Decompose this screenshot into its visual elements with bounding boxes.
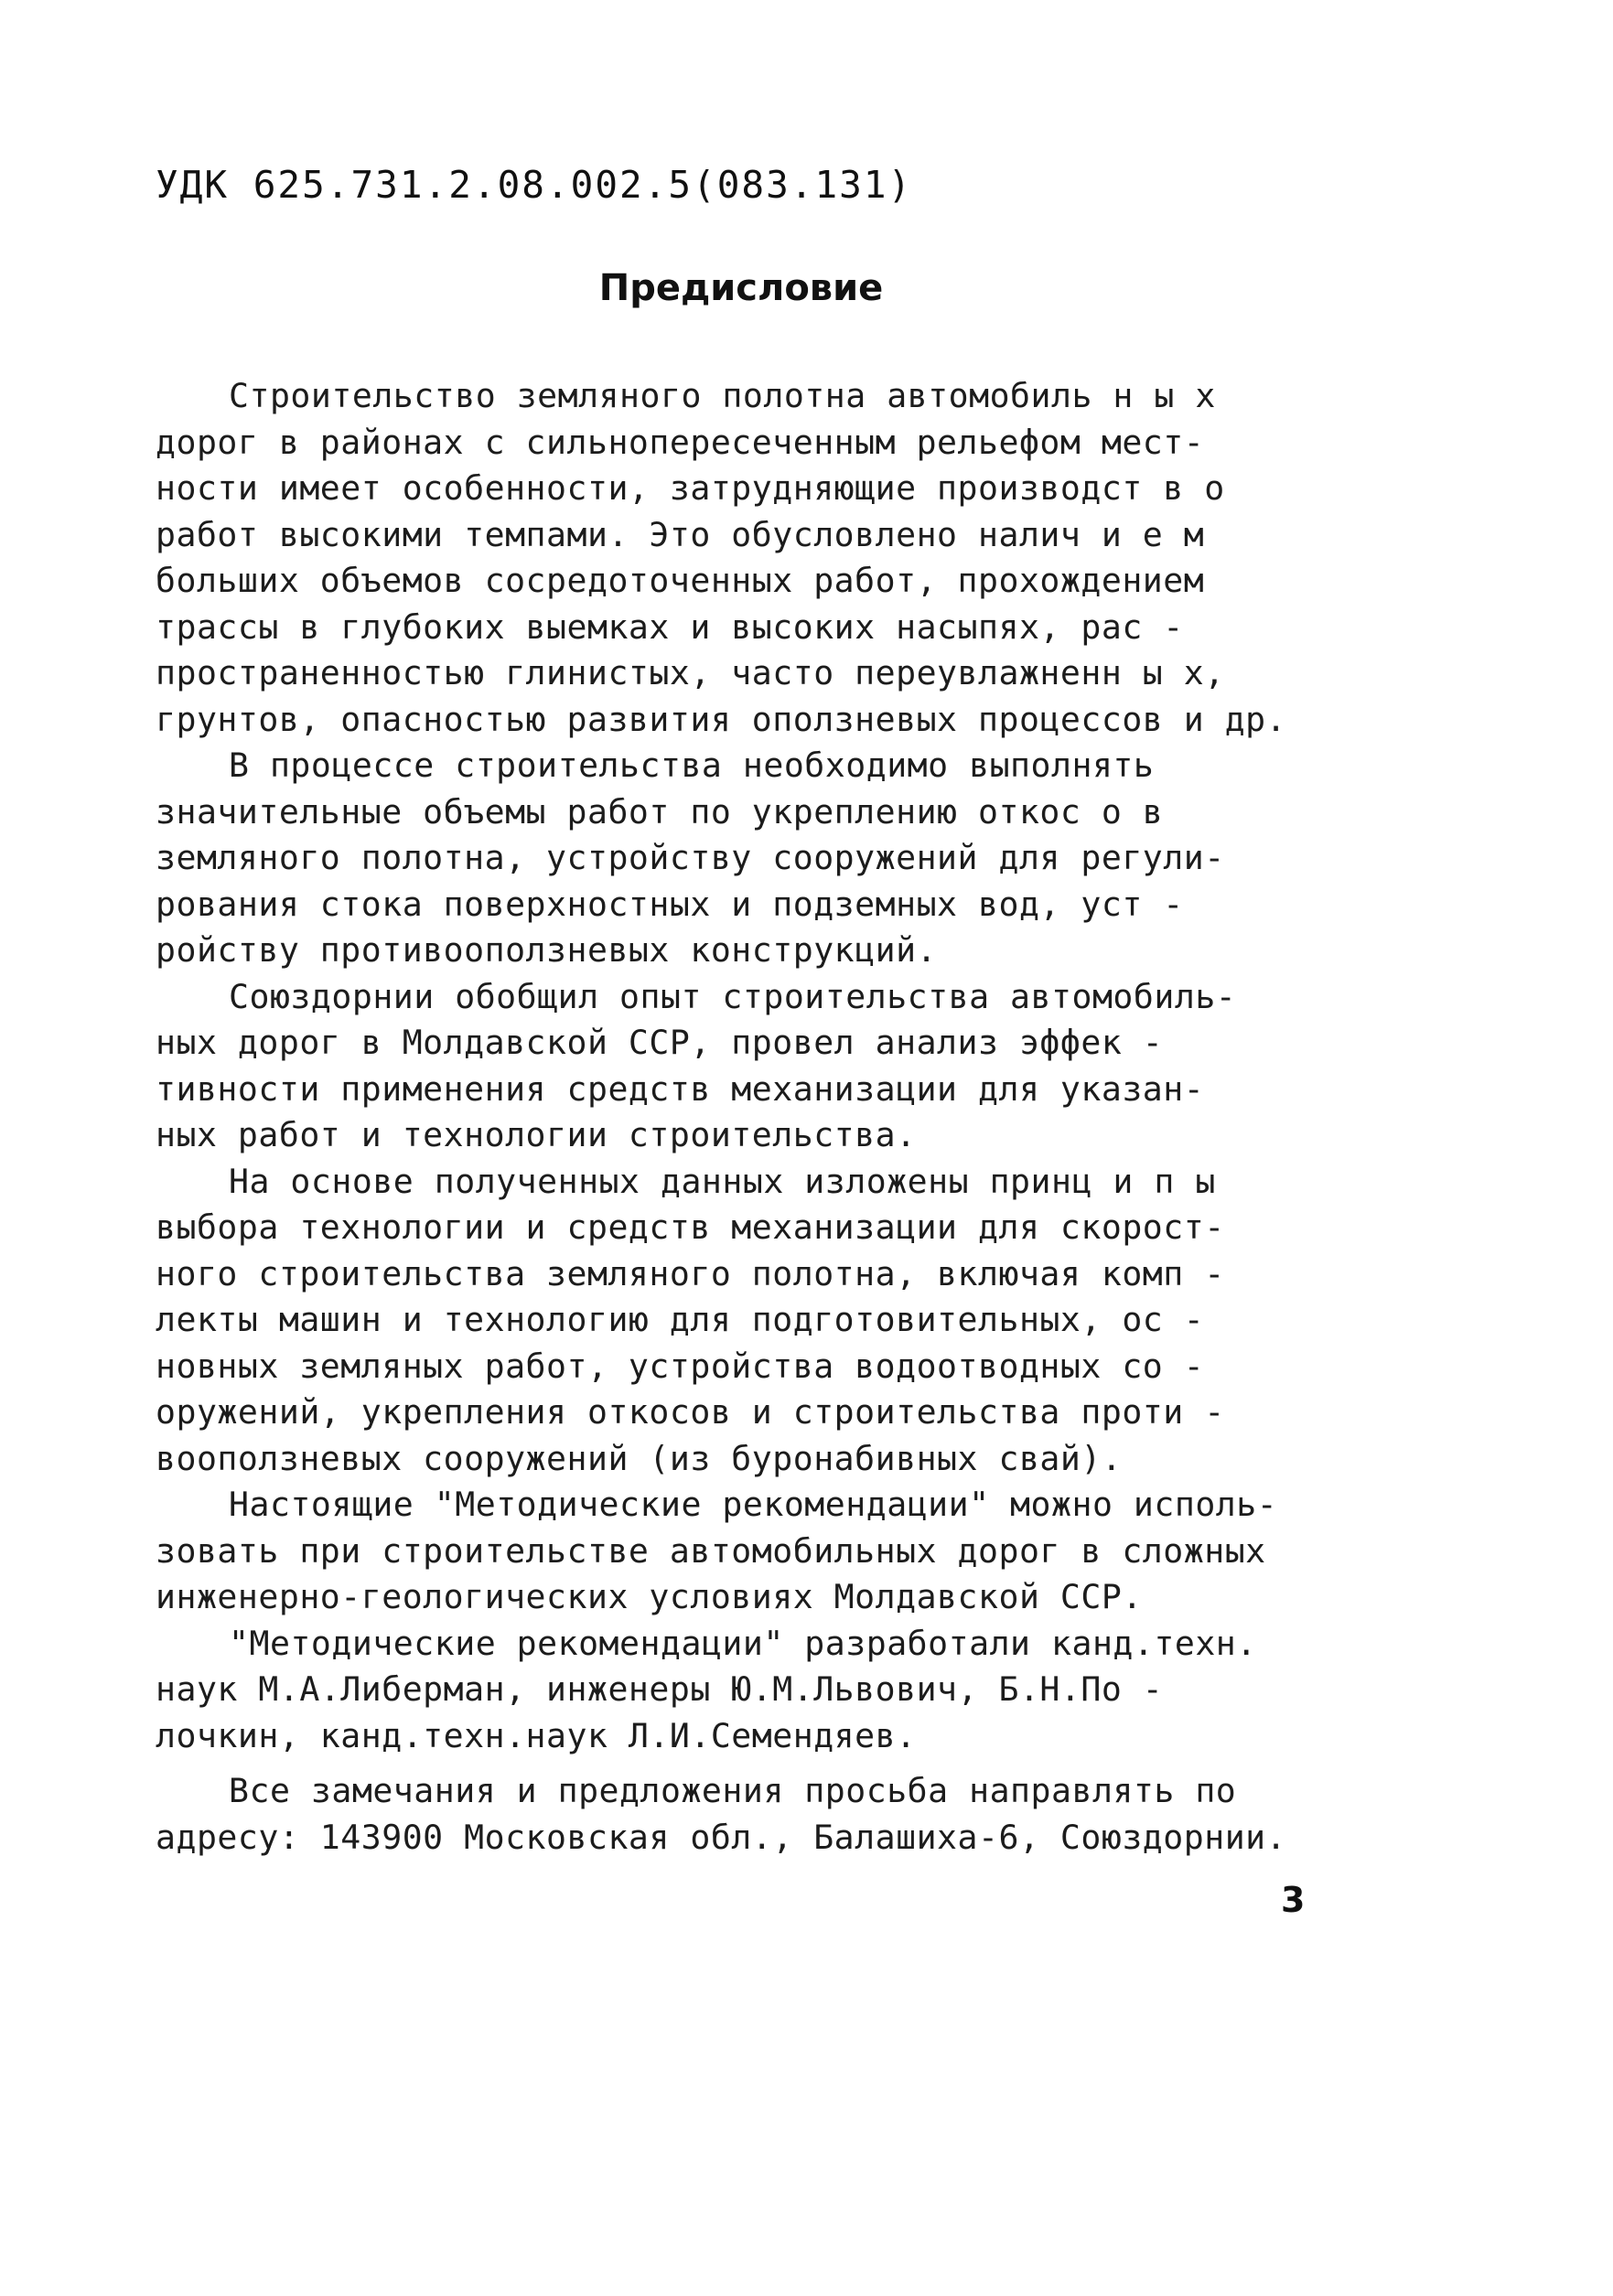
text-line: ройству противооползневых конструкций. bbox=[156, 930, 938, 970]
text-line: вооползневых сооружений (из буронабивных свай). bbox=[156, 1438, 1123, 1478]
text-line: адресу: 143900 Московская обл., Балашиха-6, Союздорнии. bbox=[156, 1817, 1287, 1857]
text-line: ных работ и технологии строительства. bbox=[156, 1115, 917, 1154]
text-line: трассы в глубоких выемках и высоких насыпях, рас - bbox=[156, 606, 1184, 647]
udk-code: УДК 625.731.2.08.002.5(083.131) bbox=[156, 163, 913, 207]
page-number: 3 bbox=[1281, 1880, 1306, 1920]
text-line: "Методические рекомендации" разработали канд.техн. bbox=[229, 1623, 1257, 1663]
text-line: ных дорог в Молдавской ССР, провел анализ эффек - bbox=[156, 1023, 1164, 1062]
paragraph-2 bbox=[156, 743, 1363, 974]
text-line: земляного полотна, устройству сооружений для регули- bbox=[156, 838, 1225, 877]
paragraph-4 bbox=[156, 1159, 1363, 1483]
text-line: Строительство земляного полотна автомобиль н ы х bbox=[229, 376, 1216, 415]
text-line: пространенностью глинистых, часто переувлажненн ы х, bbox=[156, 653, 1225, 692]
text-line: В процессе строительства необходимо выполнять bbox=[229, 746, 1155, 785]
text-line: значительные объемы работ по укреплению откос о в bbox=[156, 791, 1164, 831]
text-line: Настоящие "Методические рекомендации" можно исполь- bbox=[229, 1485, 1278, 1524]
text-line: больших объемов сосредоточенных работ, прохождением bbox=[156, 561, 1205, 600]
page-title: Предисловие bbox=[598, 267, 884, 309]
text-line: зовать при строительстве автомобильных дорог в сложных bbox=[156, 1530, 1266, 1571]
text-line: лекты машин и технологию для подготовительных, ос - bbox=[156, 1300, 1205, 1339]
text-line: тивности применения средств механизации для указан- bbox=[156, 1068, 1205, 1109]
text-line: оружений, укрепления откосов и строительства проти - bbox=[156, 1392, 1225, 1432]
paragraph-6 bbox=[156, 1621, 1363, 1760]
text-line: На основе полученных данных изложены принц и п ы bbox=[229, 1161, 1216, 1201]
paragraph-3 bbox=[156, 974, 1363, 1159]
text-line: ности имеет особенности, затрудняющие производст в о bbox=[156, 468, 1225, 508]
text-line: наук М.А.Либерман, инженеры Ю.М.Львович, Б.Н.По - bbox=[156, 1669, 1164, 1709]
paragraph-1 bbox=[156, 373, 1363, 743]
text-line: лочкин, канд.техн.наук Л.И.Семендяев. bbox=[156, 1715, 917, 1755]
text-line: новных земляных работ, устройства водоотводных со - bbox=[156, 1346, 1205, 1386]
text-line: рования стока поверхностных и подземных вод, уст - bbox=[156, 884, 1184, 924]
text-line: инженерно-геологических условиях Молдавской ССР. bbox=[156, 1577, 1143, 1616]
preface-body bbox=[156, 373, 1363, 1861]
text-line: дорог в районах с сильнопересеченным рельефом мест- bbox=[156, 422, 1205, 462]
text-line: Союздорнии обобщил опыт строительства автомобиль- bbox=[229, 976, 1237, 1016]
text-line: грунтов, опасностью развития оползневых процессов и др. bbox=[156, 699, 1287, 739]
text-line: работ высокими темпами. Это обусловлено налич и е м bbox=[156, 514, 1205, 554]
paragraph-spacer bbox=[156, 1759, 1363, 1768]
paragraph-5 bbox=[156, 1482, 1363, 1621]
text-line: выбора технологии и средств механизации для скорост- bbox=[156, 1207, 1225, 1247]
paragraph-7 bbox=[156, 1768, 1363, 1861]
text-line: ного строительства земляного полотна, включая комп - bbox=[156, 1253, 1225, 1293]
text-line: Все замечания и предложения просьба направлять по bbox=[229, 1771, 1237, 1810]
